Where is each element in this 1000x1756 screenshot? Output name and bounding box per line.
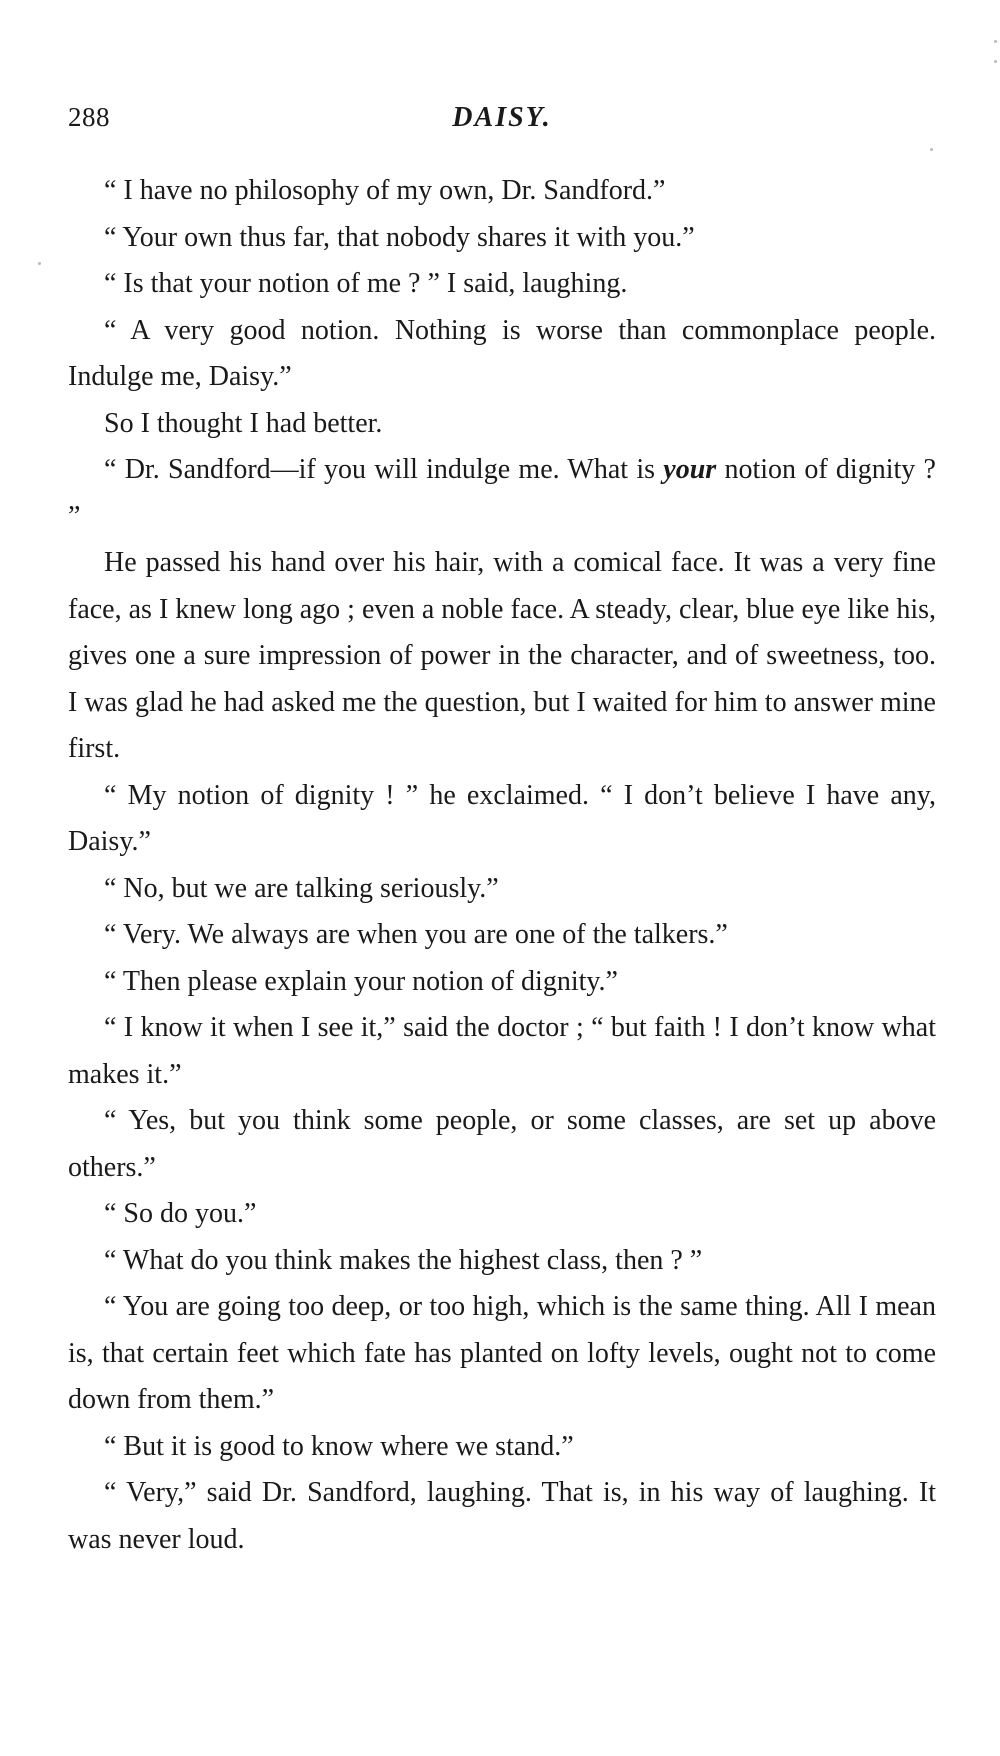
paragraph-6 (68, 447, 936, 540)
paragraph-11: “ Then please explain your notion of dignity.” (104, 965, 618, 997)
emphasized-word: your (663, 454, 717, 485)
paragraph-1: “ I have no philosophy of my own, Dr. Sandford.” (104, 175, 666, 206)
paragraph-5: So I thought I had better. (104, 407, 383, 439)
paragraph-8: “ My notion of dignity ! ” he exclaimed. “ I don’t believe I have any, Daisy.” (68, 779, 936, 857)
running-title: DAISY. (452, 102, 552, 133)
paragraph-10: “ Very. We always are when you are one of the talkers.” (104, 919, 728, 950)
paragraph-18: “ Very,” said Dr. Sandford, laughing. That is, in his way of laughing. It was never loud. (68, 1477, 936, 1555)
paragraph-3: “ Is that your notion of me ? ” I said, laughing. (104, 268, 628, 299)
paragraph-15: “ What do you think makes the highest class, then ? ” (104, 1244, 703, 1276)
paragraph-2: “ Your own thus far, that nobody shares it with you.” (104, 221, 695, 253)
paragraph-16: “ You are going too deep, or too high, which is the same thing. All I mean is, that certain feet which fate has planted on lofty levels, ought not to come down from them.” (68, 1291, 936, 1415)
paragraph-14: “ So do you.” (104, 1198, 257, 1229)
paragraph-12: “ I know it when I see it,” said the doctor ; “ but faith ! I don’t know what makes it.” (68, 1012, 936, 1090)
scan-speck (994, 60, 997, 63)
scan-speck (930, 148, 933, 151)
page-body-text (68, 168, 936, 1563)
paragraph-6-before: “ Dr. Sandford—if you will indulge me. What is (104, 454, 664, 485)
scan-speck (38, 262, 41, 265)
scan-speck (994, 40, 997, 43)
paragraph-17: “ But it is good to know where we stand.” (104, 1430, 574, 1462)
paragraph-13: “ Yes, but you think some people, or some classes, are set up above others.” (68, 1105, 936, 1183)
page-header (68, 102, 936, 142)
page-number: 288 (68, 102, 110, 132)
paragraph-6-after: notion of dignity ? ” (68, 454, 936, 532)
paragraph-7: He passed his hand over his hair, with a comical face. It was a very fine face, as I knew long ago ; even a noble face. A steady, clear, blue eye like his, gives one a sure impression of power in the character, and of sweetness, too. I was glad he had asked me the question, but I waited for him to answer mine first. (68, 547, 936, 764)
paragraph-4: “ A very good notion. Nothing is worse than commonplace people. Indulge me, Daisy.” (68, 314, 936, 392)
paragraph-9: “ No, but we are talking seriously.” (104, 872, 499, 904)
